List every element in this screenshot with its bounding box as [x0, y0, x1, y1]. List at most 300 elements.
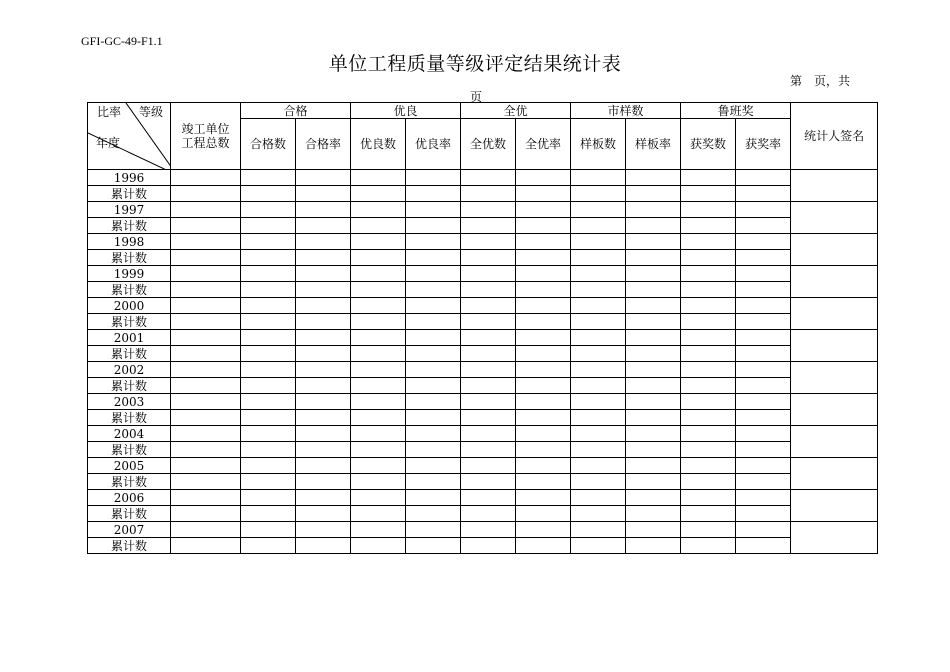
table-cell[interactable]: [296, 426, 351, 442]
table-cell[interactable]: [171, 426, 241, 442]
table-cell[interactable]: [241, 314, 296, 330]
table-cell[interactable]: [736, 458, 791, 474]
table-cell[interactable]: [461, 346, 516, 362]
table-cell[interactable]: [571, 346, 626, 362]
table-cell[interactable]: [626, 458, 681, 474]
table-cell[interactable]: [171, 346, 241, 362]
table-cell[interactable]: [461, 314, 516, 330]
table-cell[interactable]: [171, 490, 241, 506]
table-cell[interactable]: [681, 186, 736, 202]
table-cell[interactable]: [736, 186, 791, 202]
table-cell[interactable]: [681, 538, 736, 554]
table-cell[interactable]: [571, 522, 626, 538]
table-cell[interactable]: [241, 266, 296, 282]
table-cell[interactable]: [406, 266, 461, 282]
signer-cell[interactable]: [791, 170, 878, 202]
table-cell[interactable]: [461, 522, 516, 538]
table-cell[interactable]: [461, 426, 516, 442]
table-cell[interactable]: [626, 170, 681, 186]
header-sub: 合格数: [241, 119, 296, 170]
table-cell[interactable]: [516, 378, 571, 394]
table-row-year: [88, 266, 878, 282]
table-cell[interactable]: [681, 218, 736, 234]
table-cell[interactable]: [406, 362, 461, 378]
table-cell[interactable]: [296, 282, 351, 298]
table-cell[interactable]: [171, 506, 241, 522]
table-cell[interactable]: [626, 314, 681, 330]
table-cell[interactable]: [626, 362, 681, 378]
table-cell[interactable]: [296, 410, 351, 426]
table-row-cumulative: [88, 506, 878, 522]
table-cell[interactable]: [516, 506, 571, 522]
signer-cell[interactable]: [791, 298, 878, 330]
table-cell[interactable]: [241, 410, 296, 426]
table-cell[interactable]: [626, 522, 681, 538]
table-cell[interactable]: [406, 522, 461, 538]
table-cell[interactable]: [571, 298, 626, 314]
table-cell[interactable]: [171, 266, 241, 282]
table-cell[interactable]: [516, 442, 571, 458]
cumulative-label: 累计数: [88, 250, 171, 266]
table-cell[interactable]: [241, 378, 296, 394]
table-cell[interactable]: [461, 378, 516, 394]
table-cell[interactable]: [571, 170, 626, 186]
table-cell[interactable]: [681, 330, 736, 346]
table-cell[interactable]: [171, 298, 241, 314]
table-cell[interactable]: [516, 202, 571, 218]
table-cell[interactable]: [296, 474, 351, 490]
table-cell[interactable]: [736, 330, 791, 346]
table-cell[interactable]: [681, 202, 736, 218]
table-cell[interactable]: [461, 218, 516, 234]
table-cell[interactable]: [516, 314, 571, 330]
table-cell[interactable]: [736, 522, 791, 538]
table-cell[interactable]: [571, 202, 626, 218]
table-cell[interactable]: [626, 394, 681, 410]
corner-label-ratio: 比率: [97, 105, 122, 119]
table-cell[interactable]: [296, 522, 351, 538]
table-cell[interactable]: [681, 394, 736, 410]
table-cell[interactable]: [296, 170, 351, 186]
signer-cell[interactable]: [791, 394, 878, 426]
table-cell[interactable]: [681, 362, 736, 378]
table-cell[interactable]: [171, 218, 241, 234]
table-cell[interactable]: [736, 298, 791, 314]
table-cell[interactable]: [516, 362, 571, 378]
table-cell[interactable]: [571, 250, 626, 266]
table-cell[interactable]: [681, 378, 736, 394]
header-group-all-excellent: 全优: [461, 103, 571, 119]
table-cell[interactable]: [461, 170, 516, 186]
table-cell[interactable]: [351, 522, 406, 538]
table-cell[interactable]: [406, 378, 461, 394]
table-cell[interactable]: [406, 490, 461, 506]
table-cell[interactable]: [241, 490, 296, 506]
table-cell[interactable]: [571, 474, 626, 490]
table-cell[interactable]: [681, 506, 736, 522]
table-cell[interactable]: [626, 490, 681, 506]
table-cell[interactable]: [571, 314, 626, 330]
signer-cell[interactable]: [791, 362, 878, 394]
table-cell[interactable]: [296, 266, 351, 282]
table-cell[interactable]: [516, 538, 571, 554]
table-cell[interactable]: [171, 186, 241, 202]
table-cell[interactable]: [296, 458, 351, 474]
table-cell[interactable]: [351, 474, 406, 490]
table-cell[interactable]: [351, 346, 406, 362]
table-cell[interactable]: [241, 474, 296, 490]
table-cell[interactable]: [406, 458, 461, 474]
table-cell[interactable]: [516, 250, 571, 266]
year-label: 1996: [88, 170, 171, 186]
signer-cell[interactable]: [791, 330, 878, 362]
table-cell[interactable]: [171, 282, 241, 298]
table-cell[interactable]: [406, 346, 461, 362]
document-code: GFI-GC-49-F1.1: [81, 34, 163, 48]
table-cell[interactable]: [461, 442, 516, 458]
table-cell[interactable]: [171, 410, 241, 426]
table-cell[interactable]: [406, 202, 461, 218]
table-cell[interactable]: [571, 506, 626, 522]
table-cell[interactable]: [461, 234, 516, 250]
signer-cell[interactable]: [791, 490, 878, 522]
table-cell[interactable]: [626, 538, 681, 554]
table-cell[interactable]: [516, 458, 571, 474]
table-cell[interactable]: [571, 330, 626, 346]
table-cell[interactable]: [171, 442, 241, 458]
header-sub: 全优数: [461, 119, 516, 170]
table-cell[interactable]: [571, 282, 626, 298]
table-cell[interactable]: [736, 362, 791, 378]
table-cell[interactable]: [736, 378, 791, 394]
page-title: 单位工程质量等级评定结果统计表: [328, 53, 622, 75]
table-cell[interactable]: [736, 218, 791, 234]
table-cell[interactable]: [406, 170, 461, 186]
table-cell[interactable]: [626, 218, 681, 234]
signer-cell[interactable]: [791, 426, 878, 458]
table-cell[interactable]: [736, 346, 791, 362]
table-cell[interactable]: [241, 170, 296, 186]
table-cell[interactable]: [681, 266, 736, 282]
signer-cell[interactable]: [791, 522, 878, 554]
table-cell[interactable]: [241, 362, 296, 378]
table-cell[interactable]: [626, 506, 681, 522]
table-cell[interactable]: [296, 186, 351, 202]
table-cell[interactable]: [406, 282, 461, 298]
table-cell[interactable]: [571, 266, 626, 282]
table-cell[interactable]: [681, 410, 736, 426]
table-cell[interactable]: [241, 282, 296, 298]
table-cell[interactable]: [406, 218, 461, 234]
table-cell[interactable]: [296, 442, 351, 458]
year-label: 1999: [88, 266, 171, 282]
year-label: 2003: [88, 394, 171, 410]
table-cell[interactable]: [461, 282, 516, 298]
signer-cell[interactable]: [791, 234, 878, 266]
table-cell[interactable]: [516, 298, 571, 314]
table-cell[interactable]: [296, 378, 351, 394]
table-cell[interactable]: [406, 410, 461, 426]
table-cell[interactable]: [626, 234, 681, 250]
table-cell[interactable]: [626, 202, 681, 218]
table-cell[interactable]: [351, 458, 406, 474]
table-cell[interactable]: [736, 442, 791, 458]
table-cell[interactable]: [571, 490, 626, 506]
table-cell[interactable]: [626, 298, 681, 314]
table-cell[interactable]: [171, 522, 241, 538]
table-cell[interactable]: [461, 186, 516, 202]
table-cell[interactable]: [351, 410, 406, 426]
table-cell[interactable]: [241, 330, 296, 346]
table-cell[interactable]: [516, 490, 571, 506]
table-cell[interactable]: [681, 442, 736, 458]
table-cell[interactable]: [571, 234, 626, 250]
table-cell[interactable]: [681, 490, 736, 506]
table-cell[interactable]: [171, 250, 241, 266]
cumulative-label: 累计数: [88, 474, 171, 490]
table-cell[interactable]: [351, 506, 406, 522]
table-row-cumulative: [88, 442, 878, 458]
table-cell[interactable]: [351, 362, 406, 378]
table-cell[interactable]: [681, 298, 736, 314]
table-cell[interactable]: [516, 330, 571, 346]
table-cell[interactable]: [736, 426, 791, 442]
table-cell[interactable]: [241, 186, 296, 202]
table-row-year: [88, 522, 878, 538]
table-cell[interactable]: [351, 330, 406, 346]
table-cell[interactable]: [241, 506, 296, 522]
table-cell[interactable]: [681, 474, 736, 490]
table-cell[interactable]: [351, 282, 406, 298]
table-cell[interactable]: [406, 298, 461, 314]
header-signer: 统计人签名: [791, 103, 878, 170]
table-cell[interactable]: [241, 522, 296, 538]
table-cell[interactable]: [241, 250, 296, 266]
table-cell[interactable]: [461, 474, 516, 490]
table-cell[interactable]: [241, 202, 296, 218]
table-cell[interactable]: [736, 314, 791, 330]
table-cell[interactable]: [296, 362, 351, 378]
table-cell[interactable]: [241, 442, 296, 458]
table-cell[interactable]: [736, 170, 791, 186]
table-cell[interactable]: [351, 218, 406, 234]
table-cell[interactable]: [626, 410, 681, 426]
table-cell[interactable]: [406, 426, 461, 442]
signer-cell[interactable]: [791, 266, 878, 298]
table-cell[interactable]: [626, 426, 681, 442]
table-cell[interactable]: [681, 458, 736, 474]
table-cell[interactable]: [241, 234, 296, 250]
table-cell[interactable]: [461, 538, 516, 554]
table-cell[interactable]: [736, 474, 791, 490]
table-cell[interactable]: [681, 170, 736, 186]
table-cell[interactable]: [171, 170, 241, 186]
table-cell[interactable]: [681, 234, 736, 250]
table-cell[interactable]: [171, 234, 241, 250]
table-cell[interactable]: [171, 362, 241, 378]
table-cell[interactable]: [406, 186, 461, 202]
table-cell[interactable]: [351, 426, 406, 442]
table-cell[interactable]: [241, 394, 296, 410]
table-cell[interactable]: [461, 250, 516, 266]
table-row-cumulative: [88, 410, 878, 426]
table-cell[interactable]: [351, 298, 406, 314]
table-cell[interactable]: [461, 330, 516, 346]
table-cell[interactable]: [736, 490, 791, 506]
table-cell[interactable]: [406, 474, 461, 490]
header-sub: 样板数: [571, 119, 626, 170]
table-cell[interactable]: [736, 394, 791, 410]
table-cell[interactable]: [516, 282, 571, 298]
table-cell[interactable]: [626, 266, 681, 282]
table-cell[interactable]: [351, 186, 406, 202]
header-group-city-sample: 市样数: [571, 103, 681, 119]
table-row-cumulative: [88, 186, 878, 202]
table-cell[interactable]: [736, 410, 791, 426]
table-cell[interactable]: [171, 394, 241, 410]
table-cell[interactable]: [461, 506, 516, 522]
table-cell[interactable]: [461, 490, 516, 506]
table-cell[interactable]: [516, 266, 571, 282]
table-cell[interactable]: [296, 250, 351, 266]
table-cell[interactable]: [461, 202, 516, 218]
table-cell[interactable]: [736, 538, 791, 554]
table-cell[interactable]: [626, 186, 681, 202]
table-cell[interactable]: [681, 522, 736, 538]
table-cell[interactable]: [351, 538, 406, 554]
table-cell[interactable]: [681, 250, 736, 266]
table-cell[interactable]: [516, 234, 571, 250]
table-cell[interactable]: [406, 234, 461, 250]
table-cell[interactable]: [626, 474, 681, 490]
table-cell[interactable]: [736, 266, 791, 282]
table-cell[interactable]: [571, 426, 626, 442]
cumulative-label: 累计数: [88, 282, 171, 298]
table-cell[interactable]: [296, 202, 351, 218]
table-cell[interactable]: [626, 282, 681, 298]
table-cell[interactable]: [296, 490, 351, 506]
table-cell[interactable]: [171, 458, 241, 474]
table-cell[interactable]: [296, 394, 351, 410]
table-cell[interactable]: [171, 474, 241, 490]
table-cell[interactable]: [571, 362, 626, 378]
table-cell[interactable]: [516, 426, 571, 442]
table-cell[interactable]: [241, 426, 296, 442]
table-cell[interactable]: [296, 298, 351, 314]
table-cell[interactable]: [626, 442, 681, 458]
table-cell[interactable]: [241, 458, 296, 474]
table-cell[interactable]: [571, 458, 626, 474]
table-cell[interactable]: [516, 394, 571, 410]
table-cell[interactable]: [516, 410, 571, 426]
table-cell[interactable]: [626, 346, 681, 362]
table-cell[interactable]: [351, 442, 406, 458]
table-cell[interactable]: [516, 522, 571, 538]
table-cell[interactable]: [681, 346, 736, 362]
table-cell[interactable]: [516, 474, 571, 490]
table-cell[interactable]: [516, 186, 571, 202]
table-cell[interactable]: [296, 234, 351, 250]
table-cell[interactable]: [626, 378, 681, 394]
table-cell[interactable]: [516, 170, 571, 186]
table-cell[interactable]: [351, 378, 406, 394]
table-cell[interactable]: [351, 490, 406, 506]
table-cell[interactable]: [681, 426, 736, 442]
table-cell[interactable]: [171, 202, 241, 218]
table-cell[interactable]: [171, 538, 241, 554]
table-cell[interactable]: [241, 346, 296, 362]
table-cell[interactable]: [351, 234, 406, 250]
table-cell[interactable]: [241, 538, 296, 554]
table-cell[interactable]: [296, 506, 351, 522]
table-cell[interactable]: [241, 298, 296, 314]
table-cell[interactable]: [171, 330, 241, 346]
table-cell[interactable]: [736, 234, 791, 250]
table-cell[interactable]: [681, 282, 736, 298]
table-cell[interactable]: [571, 538, 626, 554]
table-cell[interactable]: [351, 394, 406, 410]
table-cell[interactable]: [461, 362, 516, 378]
table-cell[interactable]: [571, 410, 626, 426]
table-cell[interactable]: [351, 202, 406, 218]
table-cell[interactable]: [626, 250, 681, 266]
table-cell[interactable]: [351, 250, 406, 266]
table-cell[interactable]: [406, 538, 461, 554]
signer-cell[interactable]: [791, 458, 878, 490]
table-cell[interactable]: [351, 314, 406, 330]
table-cell[interactable]: [296, 330, 351, 346]
table-cell[interactable]: [241, 218, 296, 234]
table-cell[interactable]: [461, 458, 516, 474]
table-cell[interactable]: [406, 442, 461, 458]
table-cell[interactable]: [736, 202, 791, 218]
table-cell[interactable]: [461, 266, 516, 282]
table-cell[interactable]: [296, 346, 351, 362]
signer-cell[interactable]: [791, 202, 878, 234]
year-label: 2000: [88, 298, 171, 314]
table-cell[interactable]: [736, 506, 791, 522]
table-cell[interactable]: [571, 218, 626, 234]
table-cell[interactable]: [571, 442, 626, 458]
table-cell[interactable]: [171, 314, 241, 330]
table-cell[interactable]: [736, 250, 791, 266]
table-row-cumulative: [88, 474, 878, 490]
table-cell[interactable]: [406, 330, 461, 346]
table-cell[interactable]: [461, 410, 516, 426]
table-cell[interactable]: [406, 250, 461, 266]
table-cell[interactable]: [461, 394, 516, 410]
table-cell[interactable]: [406, 314, 461, 330]
table-cell[interactable]: [736, 282, 791, 298]
table-cell[interactable]: [296, 218, 351, 234]
table-cell[interactable]: [681, 314, 736, 330]
table-cell[interactable]: [296, 314, 351, 330]
table-cell[interactable]: [171, 378, 241, 394]
table-cell[interactable]: [571, 186, 626, 202]
table-cell[interactable]: [406, 506, 461, 522]
table-cell[interactable]: [406, 394, 461, 410]
table-cell[interactable]: [351, 266, 406, 282]
table-cell[interactable]: [571, 378, 626, 394]
table-cell[interactable]: [461, 298, 516, 314]
table-cell[interactable]: [626, 330, 681, 346]
table-cell[interactable]: [296, 538, 351, 554]
table-row-cumulative: [88, 346, 878, 362]
table-cell[interactable]: [516, 218, 571, 234]
table-cell[interactable]: [516, 346, 571, 362]
table-cell[interactable]: [351, 170, 406, 186]
table-cell[interactable]: [571, 394, 626, 410]
